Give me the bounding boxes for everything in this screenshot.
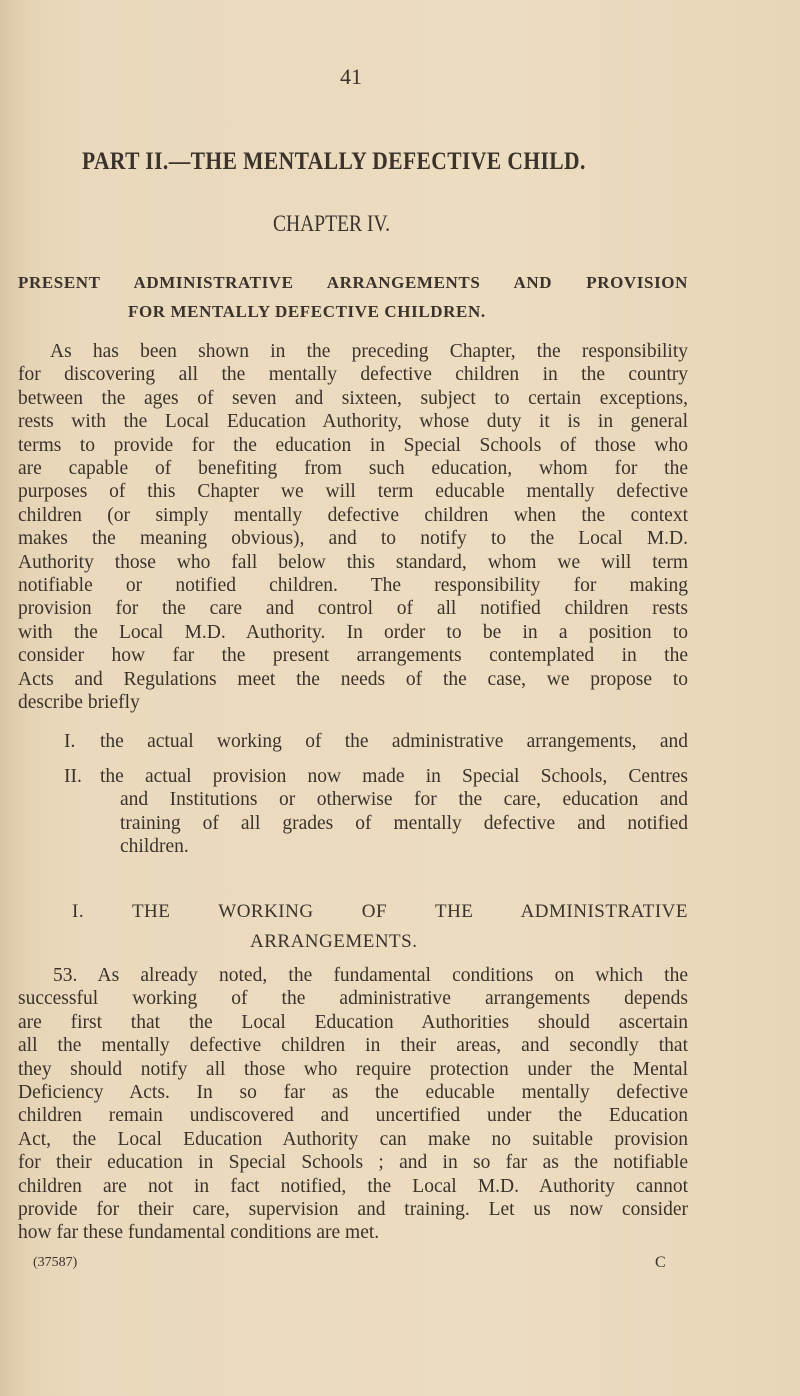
paragraph-line: for discovering all the mentally defective children in the country bbox=[18, 364, 688, 386]
paragraph-line: children remain undiscovered and uncertified under the Education bbox=[18, 1105, 688, 1127]
paragraph-line: between the ages of seven and sixteen, subject to certain exceptions, bbox=[18, 387, 688, 409]
paragraph-line: Authority those who fall below this standard, whom we will term bbox=[18, 551, 688, 573]
paragraph-line: rests with the Local Education Authority, whose duty it is in general bbox=[18, 411, 688, 433]
paragraph-line: for their education in Special Schools ; and in so far as the notifiable bbox=[18, 1152, 688, 1174]
paragraph-line: makes the meaning obvious), and to notify to the Local M.D. bbox=[18, 528, 688, 550]
page-number: 41 bbox=[340, 64, 362, 89]
paragraph-line: children (or simply mentally defective children when the context bbox=[18, 504, 688, 526]
paragraph-line: Act, the Local Education Authority can make no suitable provision bbox=[18, 1128, 688, 1150]
paragraph-line: are capable of benefiting from such education, whom for the bbox=[18, 458, 688, 479]
paragraph-line: with the Local M.D. Authority. In order to be in a position to bbox=[18, 621, 688, 643]
paragraph-line: describe briefly bbox=[18, 692, 140, 713]
paragraph-line: how far these fundamental conditions are met. bbox=[18, 1222, 380, 1244]
paragraph-line: Acts and Regulations meet the needs of the case, we propose to bbox=[18, 668, 688, 690]
list-item-label: I. bbox=[64, 731, 76, 752]
paragraph-line: consider how far the present arrangements contemplated in the bbox=[18, 645, 688, 667]
section-heading-line-1: PRESENT ADMINISTRATIVE ARRANGEMENTS AND PROVISION bbox=[18, 273, 688, 292]
paragraph-line: terms to provide for the education in Special Schools of those who bbox=[18, 434, 688, 456]
list-item-line: training of all grades of mentally defective and notified bbox=[120, 812, 688, 834]
paragraph-line: successful working of the administrative arrangements depends bbox=[18, 988, 688, 1010]
list-item-line: the actual provision now made in Special Schools, Centres bbox=[100, 766, 688, 787]
list-item-label: II. bbox=[64, 766, 82, 787]
print-code: (37587) bbox=[33, 1255, 78, 1270]
section-heading-line-2: FOR MENTALLY DEFECTIVE CHILDREN. bbox=[128, 302, 486, 321]
list-item-line: and Institutions or otherwise for the care, education and bbox=[120, 789, 688, 811]
chapter-title: CHAPTER IV. bbox=[273, 211, 390, 236]
list-item-line: the actual working of the administrative arrangements, and bbox=[100, 731, 688, 752]
paragraph-line: purposes of this Chapter we will term educable mentally defective bbox=[18, 481, 688, 503]
signature-mark: C bbox=[655, 1254, 666, 1271]
paragraph-line: As has been shown in the preceding Chapter, the responsibility bbox=[50, 341, 688, 362]
paragraph-line: they should notify all those who require protection under the Mental bbox=[18, 1058, 688, 1080]
paragraph-line: children are not in fact notified, the Local M.D. Authority cannot bbox=[18, 1175, 688, 1197]
list-item-line: children. bbox=[120, 836, 189, 858]
paragraph-line: are first that the Local Education Authorities should ascertain bbox=[18, 1011, 688, 1033]
paragraph-line: Deficiency Acts. In so far as the educable mentally defective bbox=[18, 1082, 688, 1103]
paragraph-line: provision for the care and control of all notified children rests bbox=[18, 598, 688, 620]
subsection-heading-line-1: I. THE WORKING OF THE ADMINISTRATIVE bbox=[72, 901, 688, 922]
part-title: PART II.—THE MENTALLY DEFECTIVE CHILD. bbox=[82, 148, 586, 175]
paragraph-line: all the mentally defective children in their areas, and secondly that bbox=[18, 1035, 688, 1057]
subsection-heading-line-2: ARRANGEMENTS. bbox=[250, 931, 418, 952]
paragraph-line: 53. As already noted, the fundamental conditions on which the bbox=[53, 965, 688, 986]
paragraph-line: notifiable or notified children. The responsibility for making bbox=[18, 575, 688, 596]
paragraph-line: provide for their care, supervision and training. Let us now consider bbox=[18, 1199, 688, 1220]
